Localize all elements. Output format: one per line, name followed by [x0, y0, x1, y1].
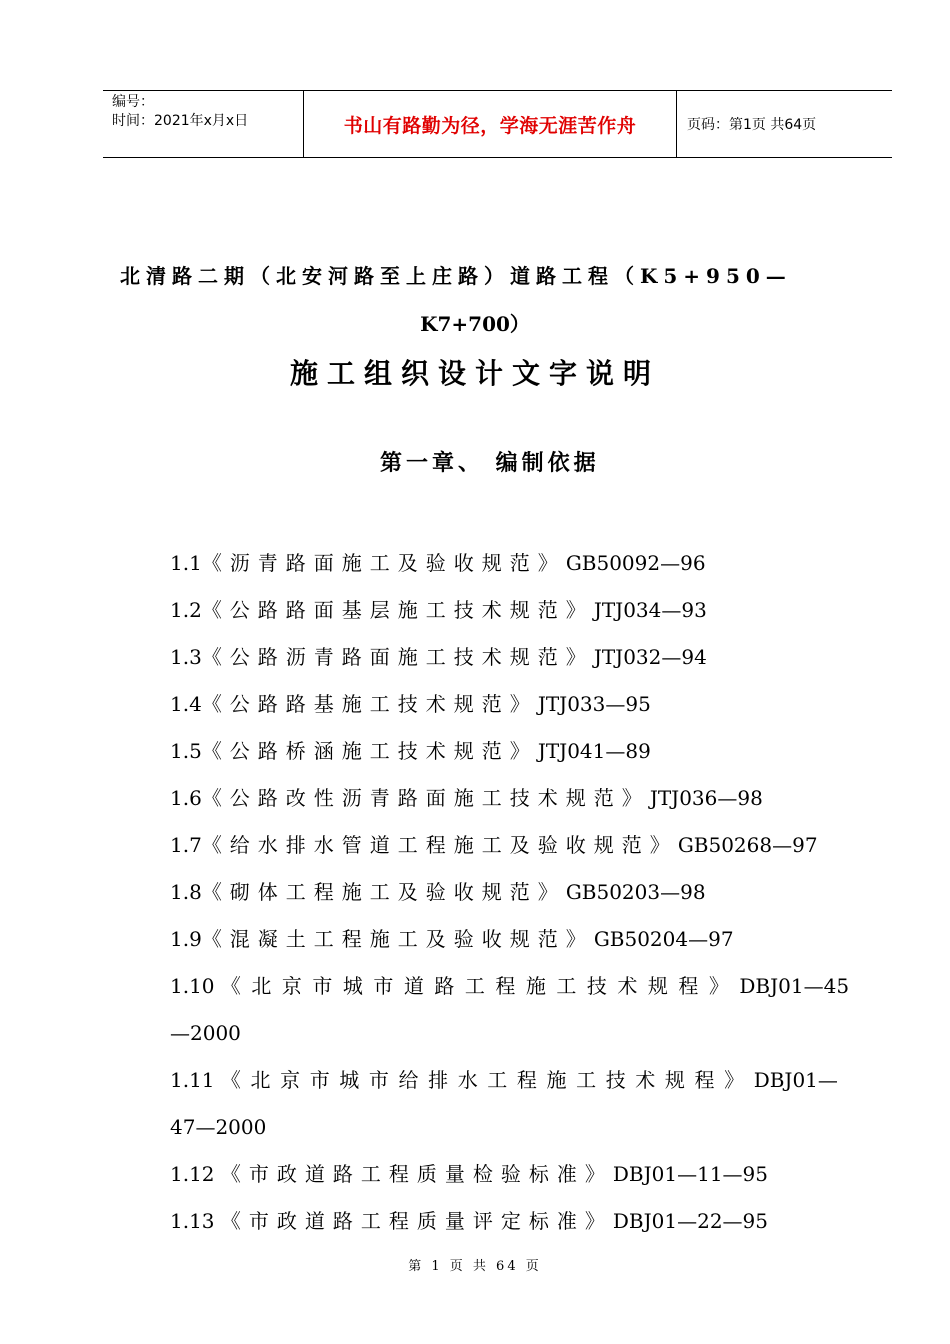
item-number: 1.5 [170, 739, 202, 763]
item-number: 1.2 [170, 598, 202, 622]
item-number: 1.1 [170, 551, 202, 575]
item-code: DBJ01—45 [739, 974, 850, 998]
item-number: 1.9 [170, 927, 202, 951]
document-header [103, 90, 892, 158]
list-item [170, 916, 880, 963]
time-label: 时间：2021年x月x日 [112, 113, 249, 129]
header-page-info: 页码：第1页 共64页 [687, 117, 817, 133]
item-code: DBJ01—22—95 [612, 1209, 768, 1233]
item-name: 《北京市城市道路工程施工技术规程》 [220, 974, 740, 998]
item-name: 《公路改性沥青路面施工技术规范》 [201, 786, 650, 810]
item-name: 《公路路基施工技术规范》 [201, 692, 538, 716]
item-number: 1.12 [170, 1162, 215, 1186]
list-item [170, 1198, 880, 1245]
list-item [170, 963, 880, 1057]
list-item [170, 1151, 880, 1198]
list-item [170, 822, 880, 869]
list-item [170, 1057, 880, 1151]
item-code-continued: —2000 [170, 1021, 241, 1045]
list-item [170, 681, 880, 728]
item-name: 《北京市城市给排水工程施工技术规程》 [220, 1068, 754, 1092]
item-name: 《混凝土工程施工及验收规范》 [201, 927, 594, 951]
list-item [170, 634, 880, 681]
item-code-continued: 47—2000 [170, 1115, 267, 1139]
item-name: 《给水排水管道工程施工及验收规范》 [201, 833, 678, 857]
item-name: 《公路路面基层施工技术规范》 [201, 598, 594, 622]
item-number: 1.10 [170, 974, 215, 998]
item-number: 1.4 [170, 692, 202, 716]
project-title-line-2: K7+700） [420, 312, 530, 336]
item-code: JTJ041—89 [537, 739, 651, 763]
project-title-line-1: 北清路二期（北安河路至上庄路）道路工程（K5+950— [120, 264, 792, 288]
item-code: DBJ01— [753, 1068, 838, 1092]
item-name: 《公路沥青路面施工技术规范》 [201, 645, 594, 669]
chapter-heading: 第一章、 编制依据 [380, 450, 600, 476]
item-number: 1.7 [170, 833, 202, 857]
item-code: GB50268—97 [677, 833, 818, 857]
reference-list [170, 540, 880, 1245]
list-item [170, 775, 880, 822]
item-number: 1.13 [170, 1209, 215, 1233]
item-name: 《公路桥涵施工技术规范》 [201, 739, 538, 763]
item-code: JTJ036—98 [649, 786, 763, 810]
item-code: JTJ032—94 [593, 645, 707, 669]
item-number: 1.3 [170, 645, 202, 669]
item-code: GB50203—98 [565, 880, 706, 904]
item-name: 《砌体工程施工及验收规范》 [201, 880, 566, 904]
list-item [170, 587, 880, 634]
item-code: GB50204—97 [593, 927, 734, 951]
item-number: 1.8 [170, 880, 202, 904]
item-name: 《市政道路工程质量检验标准》 [220, 1162, 613, 1186]
code-label: 编号： [112, 94, 154, 110]
list-item [170, 869, 880, 916]
header-meta-cell [103, 91, 304, 157]
item-code: JTJ034—93 [593, 598, 707, 622]
item-number: 1.6 [170, 786, 202, 810]
item-name: 《沥青路面施工及验收规范》 [201, 551, 566, 575]
item-number: 1.11 [170, 1068, 215, 1092]
header-motto: 书山有路勤为径，学海无涯苦作舟 [304, 91, 677, 157]
item-code: DBJ01—11—95 [612, 1162, 768, 1186]
document-title: 施工组织设计文字说明 [289, 357, 660, 390]
item-name: 《市政道路工程质量评定标准》 [220, 1209, 613, 1233]
item-code: GB50092—96 [565, 551, 706, 575]
item-code: JTJ033—95 [537, 692, 651, 716]
page-footer: 第 1 页 共 64 页 [408, 1259, 542, 1274]
list-item [170, 540, 880, 587]
list-item [170, 728, 880, 775]
